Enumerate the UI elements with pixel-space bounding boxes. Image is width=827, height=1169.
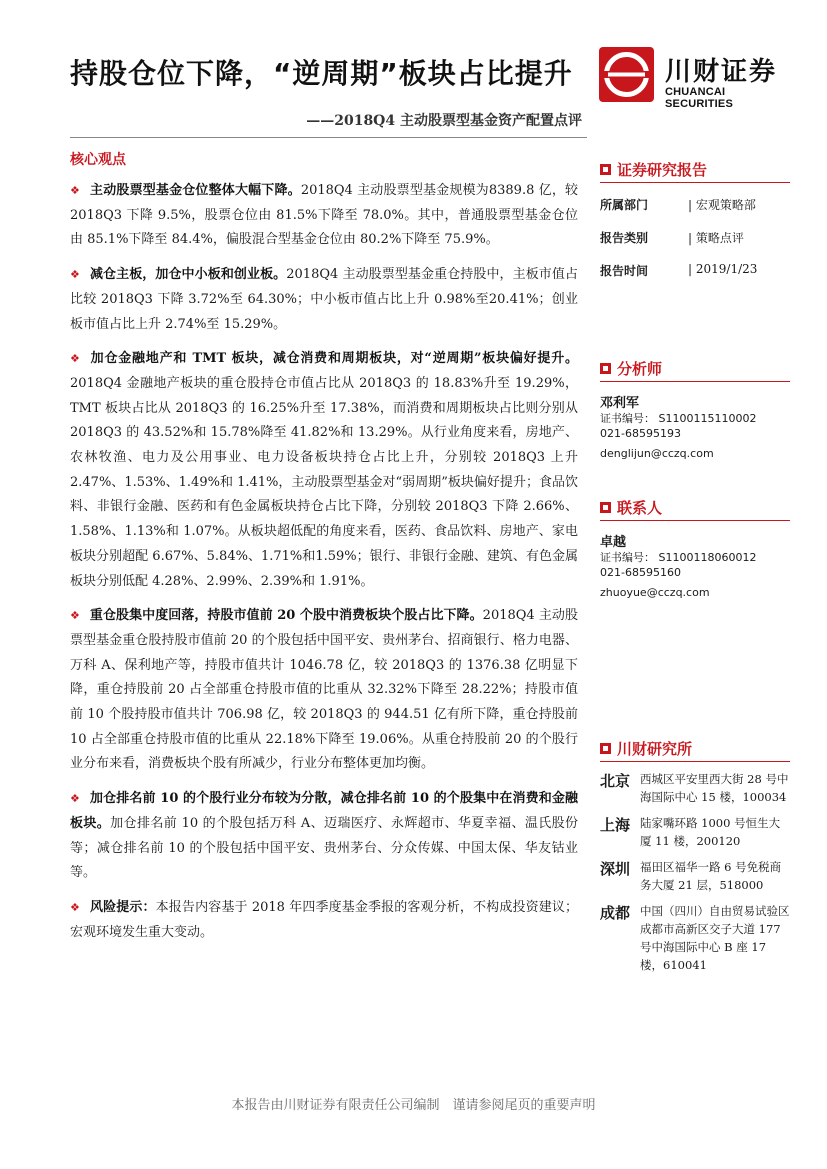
office-address: 陆家嘴环路 1000 号恒生大厦 11 楼，200120 — [640, 816, 781, 848]
info-label: 报告时间 — [600, 264, 649, 278]
office-address: 中国（四川）自由贸易试验区成都市高新区交子大道 177 号中海国际中心 B 座 17 楼，610041 — [640, 904, 790, 972]
bullet-paragraph — [70, 347, 578, 594]
bullet-paragraph — [70, 604, 578, 777]
logo-en-text: CHUANCAI SECURITIES — [665, 86, 734, 110]
contact-cert: 证书编号： S1100118060012 — [600, 551, 757, 564]
bullet-paragraph — [70, 179, 578, 253]
office-city: 上海 — [600, 816, 631, 834]
bullet-text: 2018Q4 金融地产板块的重仓股持仓市值占比从 2018Q3 的 18.83%升至 19.29%，TMT 板块占比从 2018Q3 的 16.25%升至 17.38%，而消费和周期板块占比则分别从 2018Q3 的 43.52%和 15.78%降至 41.82%和 13.29%。从行业角度来看，房地产、农林牧渔、电力及公用事业、电力设备板块持仓占比上升，分别较 2018Q3 上升 2.47%、1.53%、1.49%和 1.41%，主动股票型基金对“弱周期”板块偏好提升；食品饮料、非银行金融、医药和有色金属板块持仓占比下降，分别较 2018Q3 下降 2.66%、1.58%、1.13%和 1.07%。从板块超低配的角度来看，医药、食品饮料、房地产、家电板块分别超配 6.67%、5.84%、1.71%和1.59%；银行、非银行金融、建筑、有色金属板块分别低配 4.28%、2.99%、2.39%和 1.91%。 — [70, 375, 578, 589]
info-row — [600, 229, 790, 246]
contact-phone: 021-68595160 — [600, 566, 681, 579]
institute-heading: 川财研究所 — [600, 738, 790, 762]
info-label: 所属部门 — [600, 198, 649, 212]
office-entry — [600, 858, 790, 894]
square-marker-icon — [600, 363, 611, 374]
office-address: 福田区福华一路 6 号免税商务大厦 21 层，518000 — [640, 860, 782, 892]
diamond-bullet-icon: ❖ — [70, 184, 81, 197]
bullet-text: 2018Q4 主动股票型基金规模为8389.8 亿，较 2018Q3 下降 9.5%，股票仓位由 81.5%下降至 78.0%。其中，普通股票型基金仓位由 85.1%下降至 84.4%，偏股混合型基金仓位由 80.2%下降至 75.9%。 — [70, 183, 578, 248]
diamond-bullet-icon: ❖ — [70, 352, 81, 366]
analyst-cert: 证书编号： S1100115110002 — [600, 412, 757, 425]
main-content — [70, 146, 578, 955]
logo-mark-icon — [599, 47, 654, 102]
bullet-text: 2018Q4 主动股票型基金重仓股持股市值前 20 的个股包括中国平安、贵州茅台、招商银行、格力电器、万科 A、保利地产等，持股市值共计 1046.78 亿，较 2018Q3 的 1376.38 亿明显下降，重仓持股前 20 占全部重仓持股市值的比重从 32.32%下降至 28.22%；持股市值前 10 个股持股市值共计 706.98 亿，较 2018Q3 的 944.51 亿有所下降，重仓持股前 10 占全部重仓持股市值的比重从 22.18%下降至 19.06%。从重仓持股前 20 的个股行业分布来看，消费板块个股有所减少，行业分布整体更加均衡。 — [70, 608, 578, 772]
info-value: | 2019/1/23 — [688, 262, 758, 276]
info-row — [600, 196, 790, 213]
company-logo — [599, 47, 789, 110]
square-marker-icon — [600, 502, 611, 513]
info-label: 报告类别 — [600, 231, 649, 245]
bullet-text: 本报告内容基于 2018 年四季度基金季报的客观分析，不构成投资建议；宏观环境发生重大变动。 — [70, 899, 578, 940]
bullet-paragraph — [70, 263, 578, 337]
analyst-email[interactable]: denglijun@cczq.com — [600, 447, 714, 460]
bullet-bold: 减仓主板，加仓中小板和创业板。 — [89, 267, 287, 283]
diamond-bullet-icon: ❖ — [70, 609, 80, 623]
diamond-bullet-icon: ❖ — [70, 792, 80, 806]
bullet-text: 加仓排名前 10 的个股包括万科 A、迈瑞医疗、永辉超市、华夏幸福、温氏股份等；减仓排名前 10 的个股包括中国平安、贵州茅台、分众传媒、中国太保、华友钴业等。 — [70, 815, 578, 881]
title-rule — [70, 137, 587, 138]
core-view-heading: 核心观点 — [70, 152, 126, 168]
diamond-bullet-icon: ❖ — [70, 900, 80, 914]
office-city: 成都 — [600, 904, 631, 922]
square-marker-icon — [600, 164, 611, 175]
diamond-bullet-icon: ❖ — [70, 268, 80, 282]
office-entry — [600, 770, 790, 806]
office-city: 深圳 — [600, 860, 631, 878]
office-address: 西城区平安里西大街 28 号中海国际中心 15 楼，100034 — [640, 772, 789, 804]
contact-email[interactable]: zhuoyue@cczq.com — [600, 586, 710, 599]
report-title: 持股仓位下降，“逆周期”板块占比提升 — [70, 57, 573, 90]
analyst-heading: 分析师 — [600, 358, 790, 382]
info-row — [600, 262, 790, 279]
report-subtitle: ——2018Q4 主动股票型基金资产配置点评 — [306, 113, 582, 129]
info-value: | 策略点评 — [688, 231, 744, 245]
analyst-phone: 021-68595193 — [600, 427, 681, 440]
page-footer: 本报告由川财证券有限责任公司编制 谨请参阅尾页的重要声明 — [231, 1098, 596, 1113]
logo-cn-text: 川财证券 — [665, 57, 778, 87]
bullet-bold: 主动股票型基金仓位整体大幅下降。 — [90, 183, 301, 198]
bullet-bold: 加仓金融地产和 TMT 板块，减仓消费和周期板块，对“逆周期”板块偏好提升。 — [90, 351, 578, 367]
office-entry — [600, 814, 790, 850]
bullet-paragraph — [70, 787, 578, 886]
info-value: | 宏观策略部 — [688, 198, 756, 212]
report-info-section — [600, 159, 790, 279]
contact-heading: 联系人 — [600, 497, 790, 521]
bullet-paragraph — [70, 896, 578, 945]
office-city: 北京 — [600, 772, 631, 790]
contact-name: 卓越 — [600, 535, 627, 550]
analyst-name: 邓利军 — [600, 396, 640, 411]
contact-section — [600, 497, 790, 600]
institute-section — [600, 738, 790, 974]
analyst-section — [600, 358, 790, 461]
square-marker-icon — [600, 743, 611, 754]
bullet-bold: 加仓排名前 10 的个股行业分布较为分散，减仓排名前 10 的个股集中在消费和金融板块。 — [70, 791, 578, 831]
bullet-bold: 重仓股集中度回落，持股市值前 20 个股中消费板块个股占比下降。 — [89, 608, 483, 624]
office-entry — [600, 902, 790, 974]
bullet-bold: 风险提示： — [90, 899, 156, 915]
bullet-text: 2018Q4 主动股票型基金重仓持股中，主板市值占比较 2018Q3 下降 3.72%至 64.30%；中小板市值占比上升 0.98%至20.41%；创业板市值占比上升 2.74%至 15.29%。 — [70, 267, 578, 332]
report-info-heading: 证券研究报告 — [600, 159, 790, 183]
